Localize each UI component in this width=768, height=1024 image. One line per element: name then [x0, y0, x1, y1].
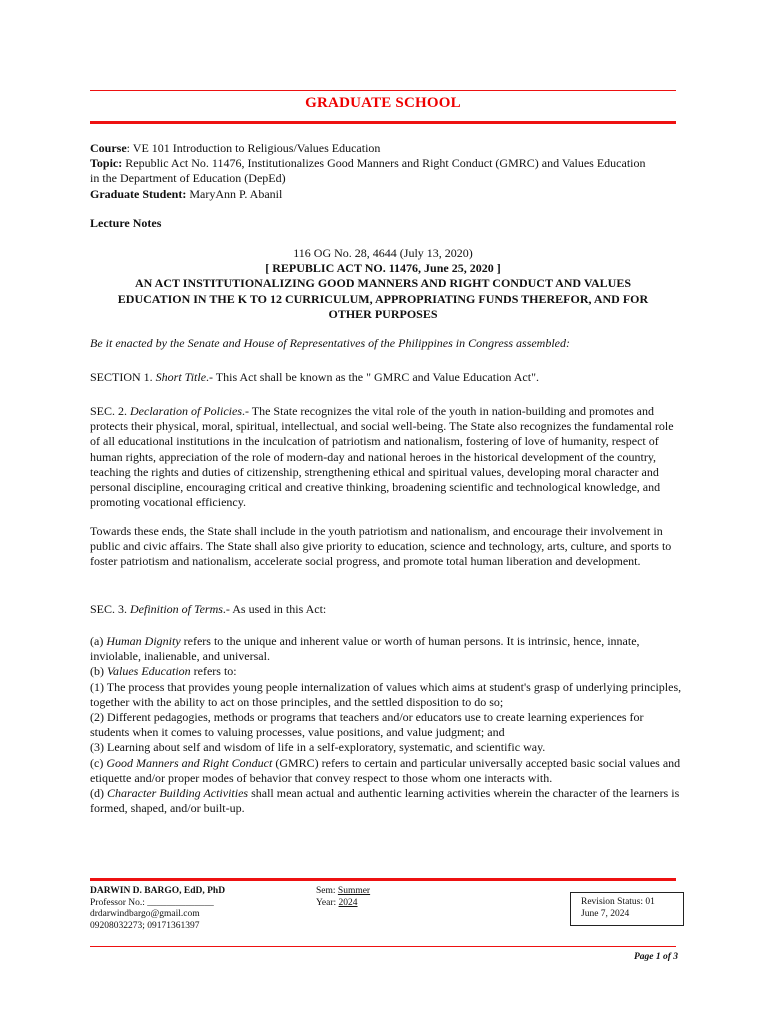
section-heading: Lecture Notes: [90, 216, 162, 230]
sec3-title: Definition of Terms: [130, 602, 223, 616]
header-bottom-rule: [90, 121, 676, 124]
def-c-term: Good Manners and Right Conduct: [106, 755, 273, 770]
sec2-text: .- The State recognizes the vital role of the youth in nation-building and promotes and protects their physical, moral, spiritual, intellectual, and social well-being. The State also recognizes the fundamental role of all educational institutions in the inculcation of patriotism and nationalism, fostering of love of humanity, respect of human rights, appreciation of the role of modern-day and national heroes in the historical development of the country, teaching the rights and duties of citizenship, strengthening ethical and spiritual values, developing moral character and personal discipline, encouraging critical and creative thinking, broadening scientific and technological knowledge, and promoting vocational efficiency.: [90, 404, 674, 510]
sec3-prefix: SEC. 3.: [90, 602, 131, 616]
def-a-prefix: (a): [90, 634, 107, 648]
sec2-prefix: SEC. 2.: [90, 404, 131, 418]
sec1-prefix: SECTION 1.: [90, 370, 156, 384]
student-value: MaryAnn P. Abanil: [186, 186, 283, 201]
revision-status: Revision Status: 01: [581, 897, 655, 907]
footer-professor: [90, 886, 225, 932]
def-d-text: shall mean actual and authentic learning activities wherein the character of the learners is formed, shaped, and/or built-up.: [90, 786, 680, 816]
year-label: Year:: [316, 897, 339, 908]
professor-email: drdarwindbargo@gmail.com: [90, 909, 200, 919]
def-c-prefix: (c): [90, 755, 107, 770]
page-title: GRADUATE SCHOOL: [305, 95, 461, 111]
revision-date: June 7, 2024: [581, 909, 630, 919]
page-number: Page 1 of 3: [633, 952, 678, 962]
professor-phones: 09208032273; 09171361397: [90, 920, 200, 931]
definition-c: [90, 756, 682, 786]
sem-label: Sem:: [316, 886, 338, 896]
def-c-text: (GMRC) refers to certain and particular universally accepted basic social values and etiquette and/or proper modes of behavior that convey respect to those whom one interacts with.: [90, 755, 681, 785]
sec2-title: Declaration of Policies: [130, 404, 242, 418]
definition-a: [90, 634, 682, 664]
def-d-term: Character Building Activities: [107, 786, 249, 801]
paragraph-towards: Towards these ends, the State shall include in the youth patriotism and nationalism, and encourage their involvement in public and civic affairs. The State shall also give priority to education, science and technology, arts, culture, and sports to foster patriotism and nationalism, accelerate social progress, and promote total human liberation and development.: [90, 524, 672, 569]
definition-b: [90, 664, 682, 679]
section-2: [90, 404, 682, 510]
sec1-text: .- This Act shall be known as the " GMRC and Value Education Act".: [206, 370, 539, 384]
topic-label: Topic:: [90, 156, 123, 171]
definition-b2: (2) Different pedagogies, methods or programs that teachers and/or educators use to create learning experiences for students when it comes to valuing processes, value positions, and value judgment; and: [90, 710, 644, 740]
meta-block: [90, 141, 690, 202]
year-line: [316, 898, 370, 910]
professor-name: DARWIN D. BARGO, EdD, PhD: [90, 886, 226, 896]
definition-b1: (1) The process that provides young people internalization of values which aims at student's grasp of underlying principles, together with the ability to act on those principles, and the settled disposition to do so;: [90, 679, 682, 709]
revision-box: [570, 892, 684, 926]
professor-no: Professor No.: ______________: [90, 897, 214, 908]
enactment-clause: Be it enacted by the Senate and House of Representatives of the Philippines in Congress assembled:: [90, 336, 571, 350]
definitions-list: [90, 634, 682, 816]
section-1: [90, 370, 690, 385]
def-a-text: refers to the unique and inherent value or worth of human persons. It is intrinsic, hence, innate, inviolable, inalienable, and universal.: [90, 634, 640, 664]
def-a-term: Human Dignity: [106, 634, 181, 648]
def-b-text: refers to:: [190, 664, 237, 679]
ra-line: [ REPUBLIC ACT NO. 11476, June 25, 2020 ]: [265, 261, 501, 276]
student-label: Graduate Student:: [90, 186, 187, 201]
section-3: [90, 602, 690, 617]
topic-value: Republic Act No. 11476, Institutionalizes Good Manners and Right Conduct (GMRC) and Values Education in the Department of Education (DepEd): [90, 156, 646, 186]
footer-top-rule: [90, 878, 676, 881]
act-heading: [90, 246, 676, 322]
def-b-prefix: (b): [90, 664, 107, 679]
course-value: : VE 101 Introduction to Religious/Values Education: [126, 141, 381, 155]
year-value: 2024: [338, 897, 358, 908]
header-top-rule: [90, 90, 676, 91]
footer-bottom-rule: [90, 946, 676, 947]
og-line: 116 OG No. 28, 4644 (July 13, 2020): [293, 246, 473, 260]
act-title: AN ACT INSTITUTIONALIZING GOOD MANNERS AND RIGHT CONDUCT AND VALUES EDUCATION IN THE K TO 12 CURRICULUM, APPROPRIATING FUNDS THEREFOR, AND FOR OTHER PURPOSES: [117, 276, 649, 321]
sec3-text: .- As used in this Act:: [222, 602, 327, 616]
course-label: Course: [90, 141, 127, 155]
footer-term: [316, 886, 370, 909]
sec1-title: Short Title: [155, 370, 207, 384]
sem-line: [316, 886, 370, 898]
sem-value: Summer: [337, 886, 371, 896]
def-b-term: Values Education: [107, 664, 191, 679]
definition-d: [90, 786, 682, 816]
def-d-prefix: (d): [90, 786, 107, 801]
definition-b3: (3) Learning about self and wisdom of life in a self-exploratory, systematic, and scientific way.: [90, 740, 546, 755]
